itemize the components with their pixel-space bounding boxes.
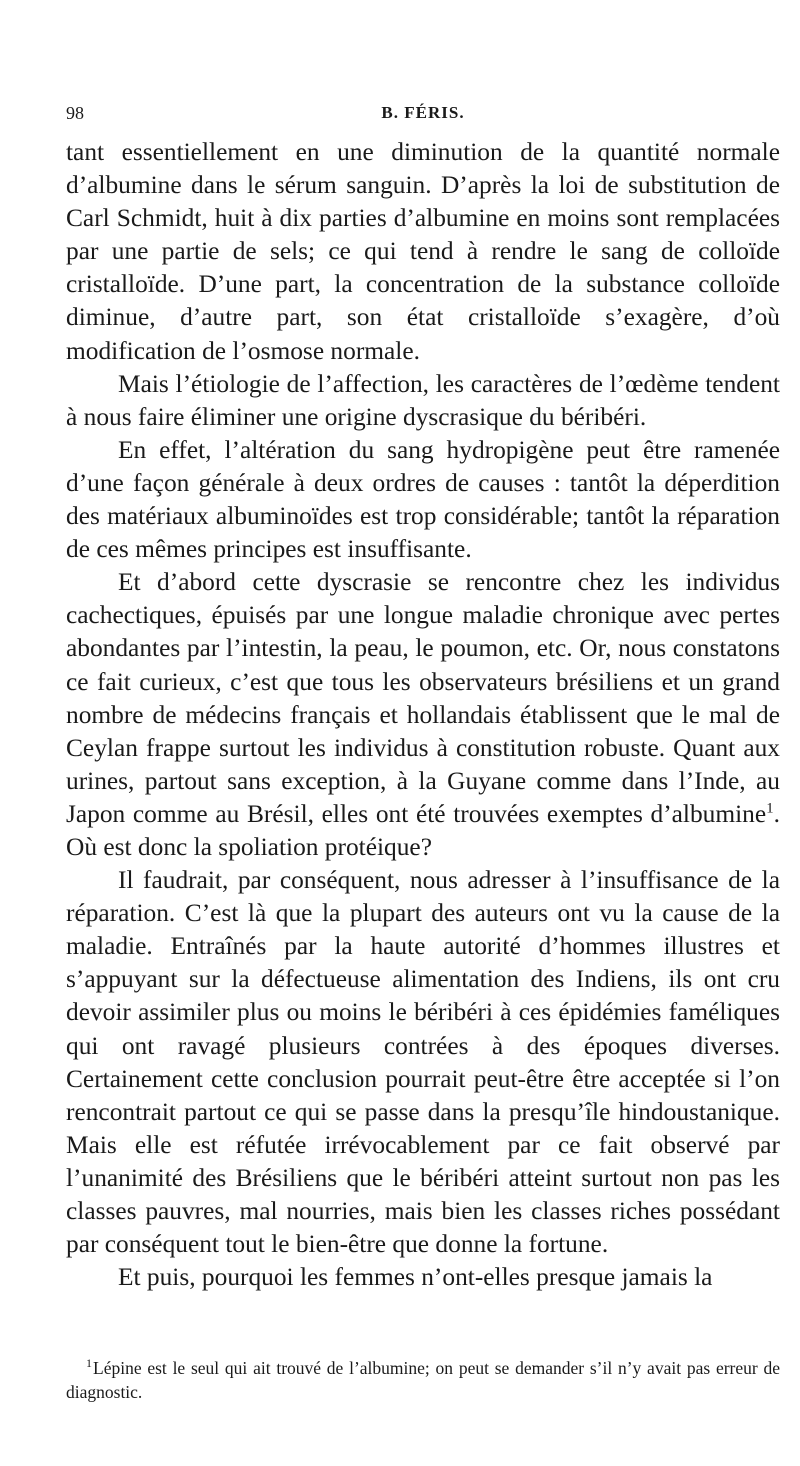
- paragraph-insuffisance: Il faudrait, par conséquent, nous adresser à l’insuffisance de la réparation. C’est là que la plupart des auteurs ont vu la cause de la maladie. Entraînés par la haute autorité d’hommes illustres et s’appuyant sur la défectueuse alimentation des Indiens, ils ont cru devoir assimiler plus ou moins le béribéri à ces épidémies faméliques qui ont ravagé plusieurs contrées à des époques diverses. Certainement cette conclusion pourrait peut-être être acceptée si l’on rencontrait partout ce qui se passe dans la presqu’île hindoustanique. Mais elle est réfutée irrévocablement par ce fait observé par l’unanimité des Brésiliens que le béribéri atteint surtout non pas les classes pauvres, mal nourries, mais bien les classes riches possédant par conséquent tout le bien-être que donne la fortune.: [66, 866, 780, 1259]
- footnote-mark: 1: [86, 1356, 92, 1371]
- paragraph-femmes: Et puis, pourquoi les femmes n’ont-elles presque jamais la: [118, 1263, 713, 1292]
- footnote-text: Lépine est le seul qui ait trouvé de l’albumine; on peut se demander s’il n’y avait pas erreur de diagnostic.: [66, 1358, 780, 1402]
- footnote-reference[interactable]: 1: [766, 800, 774, 817]
- paragraph-etiologie: Mais l’étiologie de l’affection, les caractères de l’œdème tendent à nous faire éliminer une origine dyscrasique du béribéri.: [66, 369, 780, 431]
- paragraph-continued: tant essentiellement en une diminution de la quantité normale d’albumine dans le sérum sanguin. D’après la loi de substitution de Carl Schmidt, huit à dix parties d’albumine en moins sont remplacées par une partie de sels; ce qui tend à rendre le sang de colloïde cristalloïde. D’une part, la concentration de la substance colloïde diminue, d’autre part, son état cristalloïde s’exagère, d’où modification de l’osmose normale.: [66, 138, 780, 365]
- paragraph-dyscrasie-tail: . Où est donc la spoliation protéique?: [66, 799, 780, 861]
- paragraph-dyscrasie: [66, 566, 780, 864]
- paragraph-alteration-du-sang: En effet, l’altération du sang hydropigène peut être ramenée d’une façon générale à deux ordres de causes : tantôt la déperdition des matériaux albuminoïdes est trop considérable; tantôt la réparation de ces mêmes principes est insuffisante.: [66, 435, 780, 564]
- footnote: [66, 1356, 780, 1404]
- page-number: 98: [66, 103, 84, 123]
- paragraph-dyscrasie-text: Et d’abord cette dyscrasie se rencontre chez les individus cachectiques, épuisés par une longue maladie chronique avec pertes abondantes par l’intestin, la peau, le poumon, etc. Or, nous constatons ce fait curieux, c’est que tous les observateurs brésiliens et un grand nombre de médecins français et hollandais établissent que le mal de Ceylan frappe surtout les individus à constitution robuste. Quant aux urines, partout sans exception, à la Guyane comme dans l’Inde, au Japon comme au Brésil, elles ont été trouvées exemptes d’albumine: [66, 568, 780, 828]
- running-head: [66, 100, 780, 126]
- footnotes: [66, 1356, 780, 1404]
- body-text: [66, 136, 780, 1294]
- running-title: B. FÉRIS.: [381, 103, 465, 122]
